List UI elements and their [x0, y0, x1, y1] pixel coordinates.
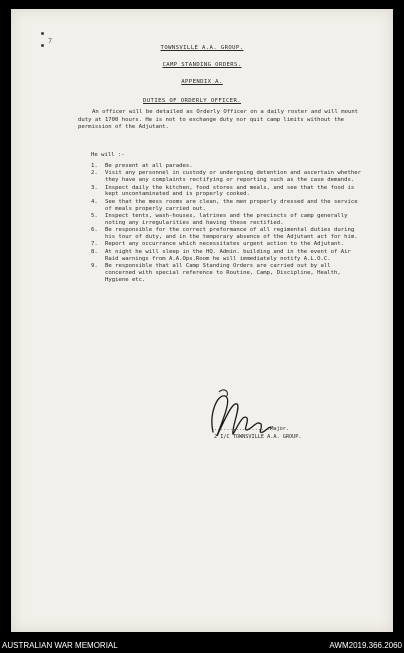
duty-item	[91, 170, 361, 184]
duty-text: Be responsible for the correct preformance of all regimental duties during his tour of duty, and in the temporary absence of the Adjutant act for him.	[105, 227, 358, 240]
document-page	[11, 9, 393, 632]
punch-hole	[41, 32, 44, 35]
signature-unit: 2 I/C TOWNSVILLE A.A. GROUP.	[214, 434, 302, 440]
section-title: DUTIES OF ORDERLY OFFICER.	[143, 98, 241, 104]
pencil-mark: 7	[48, 37, 53, 45]
heading-orders: CAMP STANDING ORDERS.	[162, 62, 242, 68]
heading-appendix: APPENDIX A.	[181, 79, 223, 85]
duty-number: 3.	[91, 184, 98, 191]
duty-number: 6.	[91, 227, 98, 234]
duty-item	[91, 263, 361, 283]
duty-item	[91, 249, 361, 263]
duty-text: Inspect daily the kitchen, food stores and meals, and see that the food is kept uncontaminated and is properly cooked.	[105, 184, 355, 198]
heading-group: TOWNSVILLE A.A. GROUP.	[160, 45, 244, 51]
duty-item	[91, 199, 361, 213]
duty-text: At night he will sleep in the HQ. Admin. building and in the event of Air Raid warnings from A.A.Ops.Room he will immediately notify A.L.O.C.	[105, 248, 351, 262]
archive-footer	[0, 640, 404, 653]
duties-list	[91, 163, 361, 284]
duty-number: 5.	[91, 212, 98, 219]
intro-paragraph: An officer will be detailed as Orderly Officer on a daily roster and will mount duty at 1700 hours. He is not to exchange duty nor quit camp limits without the permission of the Adjutant.	[78, 109, 359, 131]
signature-line: ..................Major.	[214, 426, 289, 432]
duty-item	[91, 213, 361, 227]
duty-item	[91, 185, 361, 199]
duty-text: Be responsible that all Camp Standing Orders are carried out by all concerned with special reference to Routine, Camp, Discipline, Health, Hygiene etc.	[105, 262, 341, 283]
duty-text: Be present at all parades.	[105, 163, 193, 169]
duty-text: Inspect tents, wash-houses, latrines and the precincts of camp generally noting any irregularities and having these rectified.	[105, 212, 348, 226]
duty-text: See that the mess rooms are clean, the men properly dressed and the service of meals properly carried out.	[105, 198, 358, 212]
duty-text: Report any occurrance which necessitates urgent action to the Adjutant.	[105, 241, 345, 248]
he-will-label: He will :-	[91, 152, 125, 158]
duty-number: 7.	[91, 241, 98, 248]
footer-accession-number: AWM2019.366.2060	[329, 641, 402, 650]
duty-number: 1.	[91, 163, 98, 169]
duty-item	[91, 163, 361, 170]
duty-item	[91, 241, 361, 248]
duty-number: 9.	[91, 262, 98, 269]
duty-item	[91, 227, 361, 241]
duty-number: 8.	[91, 248, 98, 255]
duty-number: 2.	[91, 170, 98, 177]
footer-institution: AUSTRALIAN WAR MEMORIAL	[2, 641, 118, 650]
duty-text: Visit any personnel in custody or undergoing detention and ascertain whether they have any complaints rectifying or reporting such as the case demands.	[105, 170, 361, 184]
duty-number: 4.	[91, 198, 98, 205]
